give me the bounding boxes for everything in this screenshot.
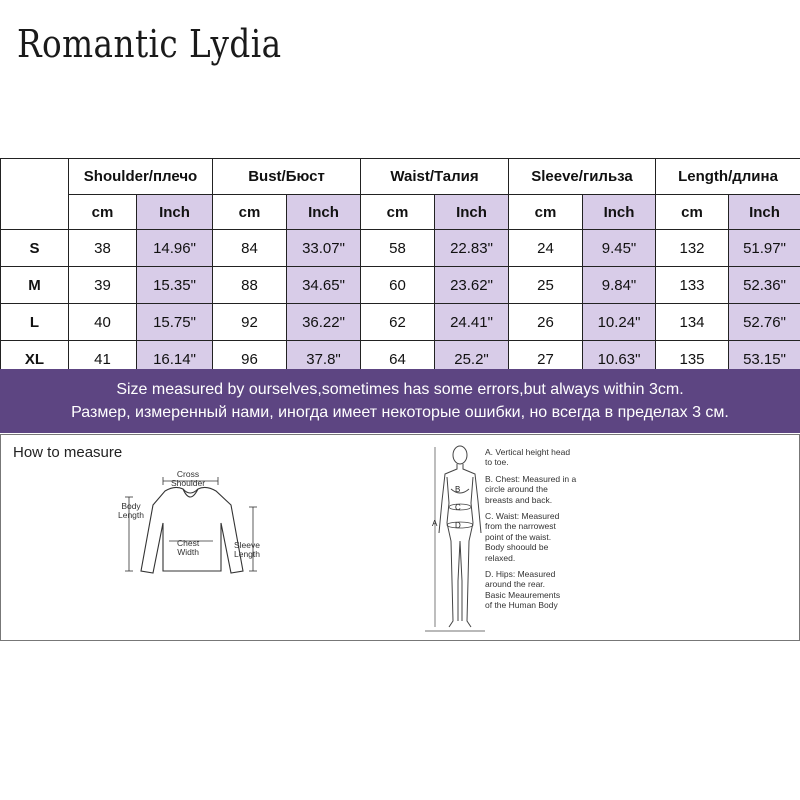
label-sleeve-length: Sleeve Length <box>234 540 260 559</box>
unit-inch-header: Inch <box>583 195 656 230</box>
column-group-bust: Bust/Бюст <box>213 159 361 195</box>
cm-value-cell: 25 <box>509 267 583 304</box>
measurement-notice <box>0 369 800 433</box>
cm-value-cell: 64 <box>361 341 435 378</box>
unit-cm-header: cm <box>213 195 287 230</box>
cm-value-cell: 27 <box>509 341 583 378</box>
measurement-notes <box>485 447 595 617</box>
inch-value-cell: 15.75" <box>137 304 213 341</box>
cm-value-cell: 132 <box>656 230 729 267</box>
inch-value-cell: 34.65" <box>287 267 361 304</box>
unit-inch-header: Inch <box>729 195 800 230</box>
size-label: L <box>1 304 69 341</box>
inch-value-cell: 15.35" <box>137 267 213 304</box>
column-group-shoulder: Shoulder/плечо <box>69 159 213 195</box>
cm-value-cell: 62 <box>361 304 435 341</box>
size-label: XL <box>1 341 69 378</box>
inch-value-cell: 9.84" <box>583 267 656 304</box>
cm-value-cell: 40 <box>69 304 137 341</box>
size-label: M <box>1 267 69 304</box>
size-chart-table <box>0 158 800 378</box>
size-row-s <box>1 230 800 267</box>
inch-value-cell: 9.45" <box>583 230 656 267</box>
column-group-sleeve: Sleeve/гильза <box>509 159 656 195</box>
unit-cm-header: cm <box>69 195 137 230</box>
cm-value-cell: 58 <box>361 230 435 267</box>
body-letter-d: D <box>455 521 461 530</box>
notice-russian: Размер, измеренный нами, иногда имеет некоторые ошибки, но всегда в пределах 3 см. <box>71 404 729 421</box>
cm-value-cell: 96 <box>213 341 287 378</box>
label-chest-width: Chest Width <box>177 538 200 557</box>
inch-value-cell: 51.97" <box>729 230 800 267</box>
cm-value-cell: 133 <box>656 267 729 304</box>
how-to-measure-panel <box>0 434 800 641</box>
inch-value-cell: 10.63" <box>583 341 656 378</box>
how-to-measure-title: How to measure <box>13 444 123 461</box>
unit-inch-header: Inch <box>435 195 509 230</box>
cm-value-cell: 92 <box>213 304 287 341</box>
size-row-m <box>1 267 800 304</box>
column-group-waist: Waist/Талия <box>361 159 509 195</box>
inch-value-cell: 23.62" <box>435 267 509 304</box>
inch-value-cell: 52.36" <box>729 267 800 304</box>
body-letter-b: B <box>455 485 461 494</box>
inch-value-cell: 52.76" <box>729 304 800 341</box>
note-waist: C. Waist: Measured from the narrowest point of the waist. Body shoould be relaxed. <box>485 511 560 563</box>
cm-value-cell: 88 <box>213 267 287 304</box>
inch-value-cell: 22.83" <box>435 230 509 267</box>
inch-value-cell: 10.24" <box>583 304 656 341</box>
unit-inch-header: Inch <box>287 195 361 230</box>
size-row-l <box>1 304 800 341</box>
cm-value-cell: 134 <box>656 304 729 341</box>
inch-value-cell: 53.15" <box>729 341 800 378</box>
unit-inch-header: Inch <box>137 195 213 230</box>
size-rows <box>1 230 800 378</box>
cm-value-cell: 84 <box>213 230 287 267</box>
note-hips: D. Hips: Measured around the rear. Basic Meaurements of the Human Body <box>485 569 561 611</box>
cm-value-cell: 39 <box>69 267 137 304</box>
body-letter-a: A <box>432 519 438 528</box>
unit-cm-header: cm <box>656 195 729 230</box>
brand-logo: Romantic Lydia <box>17 22 282 66</box>
inch-value-cell: 36.22" <box>287 304 361 341</box>
note-chest: B. Chest: Measured in a circle around the breasts and back. <box>485 473 577 505</box>
cm-value-cell: 24 <box>509 230 583 267</box>
notice-english: Size measured by ourselves,sometimes has some errors,but always within 3cm. <box>116 381 684 398</box>
size-label: S <box>1 230 69 267</box>
inch-value-cell: 14.96" <box>137 230 213 267</box>
unit-cm-header: cm <box>361 195 435 230</box>
note-height: A. Vertical height head to toe. <box>485 447 571 468</box>
label-body-length: Body Length <box>118 501 144 520</box>
cm-value-cell: 60 <box>361 267 435 304</box>
body-measure-diagram <box>425 441 485 637</box>
inch-value-cell: 25.2" <box>435 341 509 378</box>
inch-value-cell: 16.14" <box>137 341 213 378</box>
unit-cm-header: cm <box>509 195 583 230</box>
size-header: SIZE <box>1 159 69 230</box>
cm-value-cell: 38 <box>69 230 137 267</box>
cm-value-cell: 135 <box>656 341 729 378</box>
column-group-length: Length/длина <box>656 159 800 195</box>
body-letter-c: C <box>455 503 461 512</box>
label-cross-shoulder: Cross Shoulder <box>171 469 206 488</box>
inch-value-cell: 24.41" <box>435 304 509 341</box>
inch-value-cell: 33.07" <box>287 230 361 267</box>
inch-value-cell: 37.8" <box>287 341 361 378</box>
cm-value-cell: 41 <box>69 341 137 378</box>
cm-value-cell: 26 <box>509 304 583 341</box>
